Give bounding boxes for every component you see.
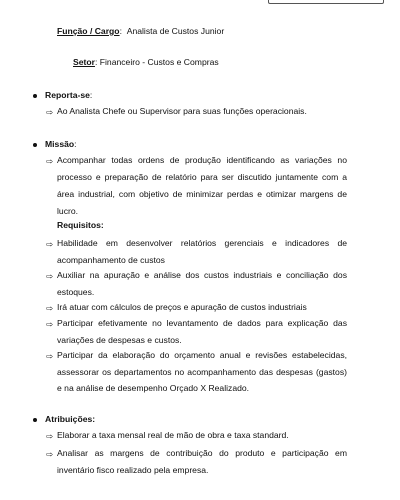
funcao-line: Função / Cargo: Analista de Custos Junior (57, 26, 225, 36)
section-title: Reporta-se (45, 90, 90, 100)
section-missao: Missão: (33, 139, 77, 149)
funcao-label: Função / Cargo (57, 26, 120, 36)
section-atribuicoes (33, 414, 95, 424)
list-item: Elaborar a taxa mensal real de mão de obra e taxa standard. (57, 430, 289, 440)
list-item: Auxiliar na apuração e análise dos custos industriais e conciliação dos estoques. (57, 270, 347, 297)
arrow-right-icon: ⇨ (46, 319, 54, 329)
setor-line: Setor: Financeiro - Custos e Compras (73, 57, 219, 67)
list-item: Analisar as margens de contribuição do produto e participação em inventário fisco realizado pela empresa. (57, 448, 347, 475)
page-frame-box (268, 0, 384, 4)
setor-label: Setor (73, 57, 95, 67)
arrow-right-icon: ⇨ (46, 156, 54, 166)
section-title: Atribuições: (45, 414, 96, 424)
arrow-right-icon: ⇨ (46, 303, 54, 313)
arrow-right-icon: ⇨ (46, 107, 54, 117)
bullet-dot-icon (33, 418, 37, 422)
requisitos-title: Requisitos: (57, 220, 104, 230)
arrow-right-icon: ⇨ (46, 431, 54, 441)
arrow-right-icon: ⇨ (46, 449, 54, 459)
section-reporta: Reporta-se: (33, 90, 92, 100)
funcao-value: Analista de Custos Junior (126, 26, 225, 36)
list-item: Ao Analista Chefe ou Supervisor para suas funções operacionais. (57, 106, 307, 116)
arrow-right-icon: ⇨ (46, 351, 54, 361)
list-item: Habilidade em desenvolver relatórios gerenciais e indicadores de acompanhamento de custos (57, 238, 347, 265)
arrow-right-icon: ⇨ (46, 271, 54, 281)
list-item: Irá atuar com cálculos de preços e apuração de custos industriais (57, 302, 307, 312)
list-item: Participar da elaboração do orçamento anual e revisões estabelecidas, assessorar os departamentos no acompanhamento das despesas (gastos) e na análise de desempenho Orçado X Realizado. (57, 350, 347, 393)
arrow-right-icon: ⇨ (46, 239, 54, 249)
list-item: Participar efetivamente no levantamento de dados para explicação das variações de despesas e custos. (57, 318, 347, 345)
bullet-dot-icon (33, 94, 37, 98)
section-title: Missão (45, 139, 75, 149)
setor-value: Financeiro - Custos e Compras (99, 57, 219, 67)
bullet-dot-icon (33, 143, 37, 147)
list-item: Acompanhar todas ordens de produção identificando as variações no processo e preparação de relatório para ser discutido juntamente com a área industrial, com objetivo de minimizar perdas e otimizar margens de lucro. (57, 155, 347, 216)
